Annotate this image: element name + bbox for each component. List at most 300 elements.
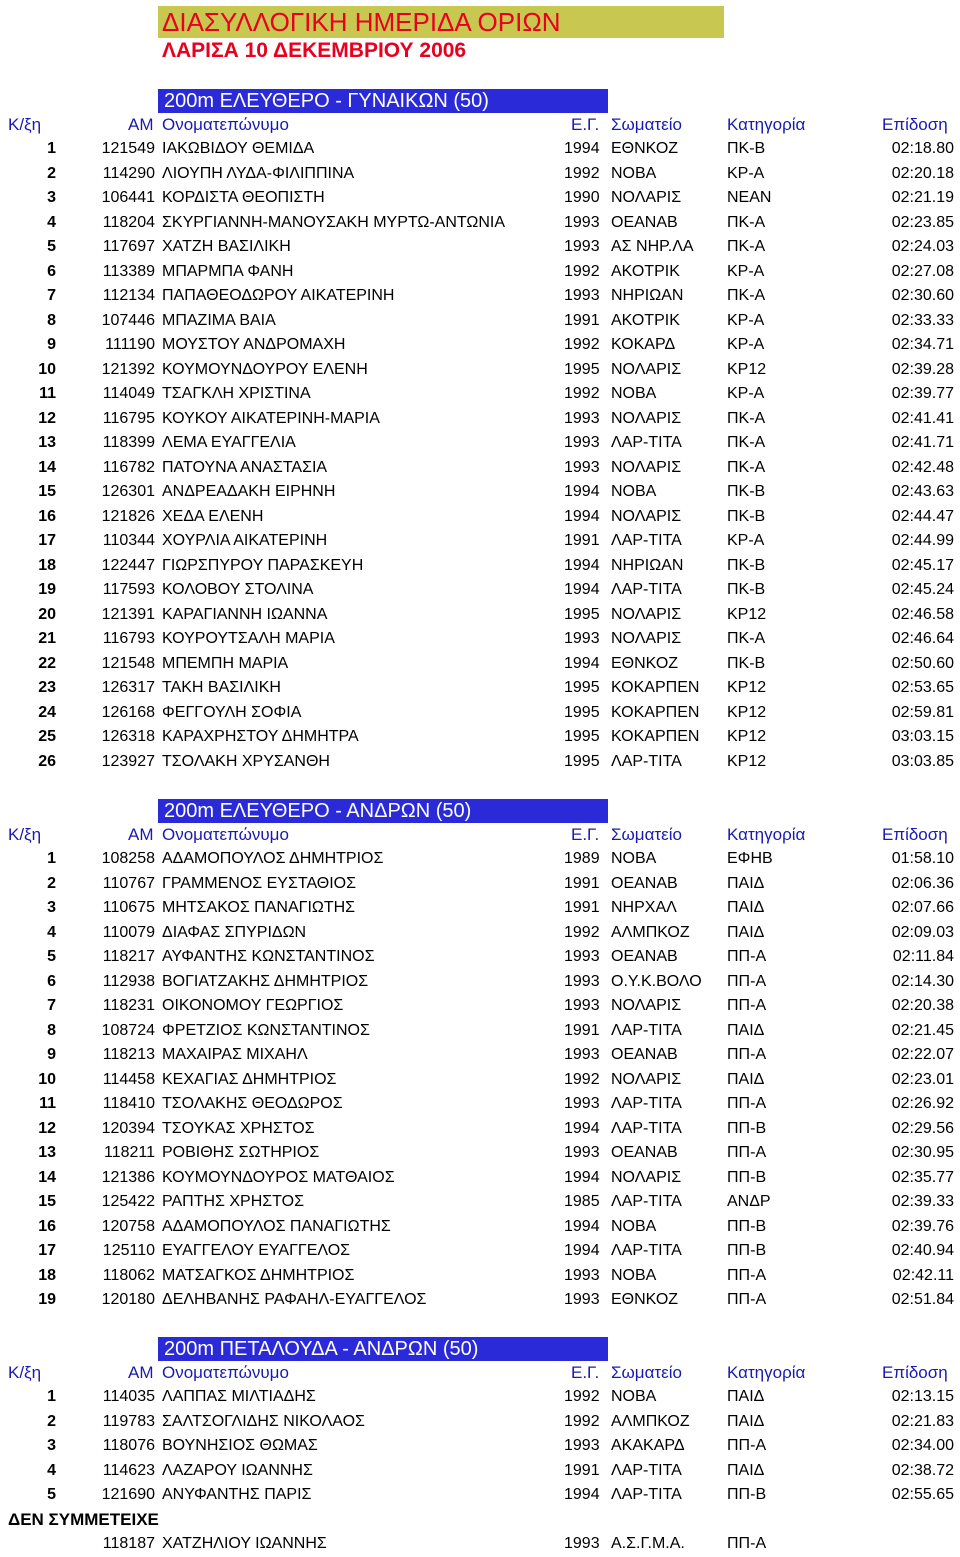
club-cell: ΛΑΡ-ΤΙΤΑ <box>611 434 682 451</box>
category-cell: ΠΚ-Α <box>727 238 766 255</box>
year-cell: 1993 <box>564 1266 600 1284</box>
am-cell: 120758 <box>101 1217 155 1235</box>
time-cell: 02:38.72 <box>891 1461 954 1479</box>
year-cell: 1993 <box>564 434 600 451</box>
club-cell: ΚΟΚΑΡΠΕΝ <box>611 679 700 696</box>
name-cell: ΚΟΥΚΟΥ ΑΙΚΑΤΕΡΙΝΗ-ΜΑΡΙΑ <box>162 409 380 427</box>
category-cell: ΚΡ12 <box>727 728 767 745</box>
category-cell: ΠΚ-Α <box>727 630 766 647</box>
year-cell: 1991 <box>564 899 600 916</box>
am-cell: 118399 <box>102 434 155 451</box>
table-row <box>0 1068 960 1093</box>
time-cell: 02:51.84 <box>891 1291 954 1308</box>
club-cell: ΛΑΡ-ΤΙΤΑ <box>611 1242 682 1259</box>
club-cell: ΝΟΒΑ <box>611 1217 657 1235</box>
time-cell: 02:40.94 <box>891 1242 954 1259</box>
year-cell: 1994 <box>564 1486 600 1503</box>
category-cell: ΠΠ-Α <box>727 972 767 990</box>
rank-cell: 4 <box>47 213 56 231</box>
category-cell: ΚΡ12 <box>727 605 767 623</box>
category-cell: ΠΠ-Α <box>727 1266 767 1284</box>
table-row <box>0 137 960 162</box>
rank-cell: 8 <box>47 311 56 329</box>
name-cell: ΜΑΤΣΑΓΚΟΣ ΔΗΜΗΤΡΙΟΣ <box>162 1266 355 1284</box>
club-cell: ΟΕΑΝΑΒ <box>611 874 678 892</box>
club-cell: ΛΑΡ-ΤΙΤΑ <box>611 1119 682 1137</box>
am-cell: 111190 <box>105 336 155 353</box>
club-cell: ΟΕΑΝΑΒ <box>611 948 678 965</box>
am-cell: 110344 <box>102 532 155 549</box>
rank-cell: 4 <box>47 923 56 941</box>
year-cell: 1993 <box>564 213 600 231</box>
table-row <box>0 260 960 285</box>
rank-cell: 5 <box>47 1486 56 1503</box>
name-cell: ΠΑΠΑΘΕΟΔΩΡΟΥ ΑΙΚΑΤΕΡΙΝΗ <box>162 287 395 304</box>
category-cell: ΠΠ-Α <box>727 948 767 965</box>
rank-cell: 8 <box>47 1021 56 1039</box>
table-row <box>0 358 960 383</box>
time-cell: 02:26.92 <box>891 1095 954 1112</box>
time-cell: 01:58.10 <box>891 850 954 867</box>
am-cell: 106441 <box>101 189 155 206</box>
category-cell: ΚΡ-Α <box>727 336 765 353</box>
time-cell: 02:30.60 <box>891 287 954 304</box>
time-cell: 02:42.11 <box>892 1266 954 1284</box>
am-cell: 126168 <box>101 703 155 721</box>
club-cell: ΝΟΛΑΡΙΣ <box>611 1070 682 1088</box>
category-cell: ΠΠ-Β <box>727 1242 767 1259</box>
rank-cell: 2 <box>47 1412 56 1430</box>
category-cell: ΠΚ-Β <box>727 581 766 598</box>
table-row <box>0 896 960 921</box>
club-cell: ΚΟΚΑΡΠΕΝ <box>611 728 700 745</box>
name-cell: ΔΙΑΦΑΣ ΣΠΥΡΙΔΩΝ <box>162 923 307 941</box>
club-cell: ΛΑΡ-ΤΙΤΑ <box>611 1095 682 1112</box>
table-row <box>0 725 960 750</box>
club-cell: ΝΟΒΑ <box>611 850 657 867</box>
rank-cell: 19 <box>38 1291 56 1308</box>
rank-cell: 3 <box>47 189 56 206</box>
category-cell: ΚΡ-Α <box>727 532 765 549</box>
am-cell: 110675 <box>102 899 155 916</box>
club-cell: ΟΕΑΝΑΒ <box>611 1046 678 1063</box>
results-table <box>0 137 960 774</box>
am-cell: 121391 <box>101 605 155 623</box>
am-cell: 107446 <box>101 311 155 329</box>
rank-cell: 23 <box>38 679 56 696</box>
year-cell: 1993 <box>564 1144 600 1161</box>
club-cell: ΛΑΡ-ΤΙΤΑ <box>611 532 682 549</box>
club-cell: ΑΣ ΝΗΡ.ΛΑ <box>611 238 694 255</box>
name-cell: ΚΟΥΡΟΥΤΣΑΛΗ ΜΑΡΙΑ <box>162 630 335 647</box>
header-year: Ε.Γ. <box>571 825 600 844</box>
name-cell: ΒΟΓΙΑΤΖΑΚΗΣ ΔΗΜΗΤΡΙΟΣ <box>162 972 369 990</box>
year-cell: 1994 <box>564 507 600 525</box>
name-cell: ΓΡΑΜΜΕΝΟΣ ΕΥΣΤΑΘΙΟΣ <box>162 874 357 892</box>
rank-cell: 20 <box>38 605 56 623</box>
category-cell: ΠΠ-Α <box>727 1535 767 1552</box>
year-cell: 1994 <box>564 556 600 574</box>
rank-cell: 13 <box>38 434 56 451</box>
rank-cell: 10 <box>38 360 56 378</box>
am-cell: 122447 <box>101 556 155 574</box>
time-cell: 02:45.17 <box>891 556 954 574</box>
table-row <box>0 1288 960 1313</box>
category-cell: ΠΠ-Α <box>727 1437 767 1454</box>
time-cell: 02:34.00 <box>891 1437 954 1454</box>
table-row <box>0 1092 960 1117</box>
club-cell: ΝΟΛΑΡΙΣ <box>611 997 682 1014</box>
am-cell: 120394 <box>101 1119 155 1137</box>
header-category: Κατηγορία <box>727 115 806 134</box>
category-cell: ΠΑΙΔ <box>727 1461 765 1479</box>
am-cell: 117697 <box>102 238 155 255</box>
time-cell: 02:21.19 <box>891 189 954 206</box>
club-cell: ΚΟΚΑΡΔ <box>611 336 676 353</box>
am-cell: 118217 <box>102 948 155 965</box>
club-cell: ΛΑΡ-ΤΙΤΑ <box>611 1193 682 1210</box>
year-cell: 1995 <box>564 360 600 378</box>
rank-cell: 22 <box>38 654 56 672</box>
year-cell: 1993 <box>564 1535 600 1552</box>
header-name: Ονοματεπώνυμο <box>162 1363 289 1382</box>
club-cell: ΑΚΑΚΑΡΔ <box>611 1437 685 1454</box>
time-cell: 02:50.60 <box>891 654 954 672</box>
table-row <box>0 1190 960 1215</box>
name-cell: ΤΣΟΛΑΚΗΣ ΘΕΟΔΩΡΟΣ <box>162 1095 343 1112</box>
year-cell: 1992 <box>564 1388 600 1405</box>
am-cell: 110079 <box>102 923 155 941</box>
table-row <box>0 186 960 211</box>
header-club: Σωματείο <box>611 825 682 844</box>
am-cell: 108258 <box>101 850 155 867</box>
header-am: ΑΜ <box>128 1363 154 1382</box>
document-subtitle: ΛΑΡΙΣΑ 10 ΔΕΚΕΜΒΡΙΟΥ 2006 <box>162 39 467 62</box>
table-row <box>0 505 960 530</box>
category-cell: ΝΕΑΝ <box>727 189 772 206</box>
category-cell: ΠΠ-Α <box>727 997 767 1014</box>
time-cell: 02:46.58 <box>891 605 954 623</box>
club-cell: ΛΑΡ-ΤΙΤΑ <box>611 1486 682 1503</box>
year-cell: 1993 <box>564 630 600 647</box>
year-cell: 1993 <box>564 1291 600 1308</box>
rank-cell: 5 <box>47 948 56 965</box>
club-cell: ΑΛΜΠΚΟΖ <box>611 923 690 941</box>
club-cell: ΝΟΛΑΡΙΣ <box>611 605 682 623</box>
rank-cell: 21 <box>38 630 56 647</box>
category-cell: ΠΚ-Α <box>727 409 766 427</box>
table-row <box>0 1385 960 1410</box>
name-cell: ΑΔΑΜΟΠΟΥΛΟΣ ΔΗΜΗΤΡΙΟΣ <box>162 850 384 867</box>
section-title: 200m ΕΛΕΥΘΕΡΟ - ΑΝΔΡΩΝ (50) <box>158 799 608 823</box>
am-cell: 126301 <box>101 483 155 500</box>
did-not-start-label: ΔΕΝ ΣΥΜΜΕΤΕΙΧΕ <box>8 1509 159 1529</box>
table-row <box>0 235 960 260</box>
am-cell: 119783 <box>102 1412 155 1430</box>
club-cell: Α.Σ.Γ.Μ.Α. <box>611 1535 685 1552</box>
table-row <box>0 1043 960 1068</box>
category-cell: ΠΚ-Β <box>727 483 766 500</box>
table-row <box>0 1239 960 1264</box>
name-cell: ΚΟΥΜΟΥΝΔΟΥΡΟΥ ΕΛΕΝΗ <box>162 360 368 378</box>
name-cell: ΣΚΥΡΓΙΑΝΝΗ-ΜΑΝΟΥΣΑΚΗ ΜΥΡΤΩ-ΑΝΤΩΝΙΑ <box>162 213 506 231</box>
time-cell: 02:39.28 <box>891 360 954 378</box>
category-cell: ΠΚ-Β <box>727 556 766 574</box>
table-row <box>0 578 960 603</box>
rank-cell: 7 <box>47 287 56 304</box>
name-cell: ΜΠΕΜΠΗ ΜΑΡΙΑ <box>162 654 289 672</box>
category-cell: ΚΡ-Α <box>727 164 765 182</box>
results-table <box>0 1385 960 1508</box>
club-cell: ΝΟΛΑΡΙΣ <box>611 1168 682 1186</box>
table-row <box>0 1166 960 1191</box>
category-cell: ΠΠ-Α <box>727 1291 767 1308</box>
time-cell: 02:39.76 <box>891 1217 954 1235</box>
table-row <box>0 407 960 432</box>
name-cell: ΡΑΠΤΗΣ ΧΡΗΣΤΟΣ <box>162 1193 304 1210</box>
time-cell: 02:06.36 <box>891 874 954 892</box>
name-cell: ΒΟΥΝΗΣΙΟΣ ΘΩΜΑΣ <box>162 1437 318 1454</box>
year-cell: 1991 <box>564 874 600 892</box>
club-cell: ΕΘΝΚΟΖ <box>611 654 679 672</box>
rank-cell: 9 <box>47 1046 56 1063</box>
category-cell: ΚΡ-Α <box>727 262 765 280</box>
club-cell: ΝΟΛΑΡΙΣ <box>611 409 682 427</box>
table-row <box>0 970 960 995</box>
results-table <box>0 847 960 1313</box>
club-cell: ΕΘΝΚΟΖ <box>611 140 679 157</box>
category-cell: ΠΑΙΔ <box>727 923 765 941</box>
table-row <box>0 480 960 505</box>
header-club: Σωματείο <box>611 1363 682 1382</box>
name-cell: ΧΕΔΑ ΕΛΕΝΗ <box>162 507 264 525</box>
year-cell: 1994 <box>564 1119 600 1137</box>
club-cell: ΑΚΟΤΡΙΚ <box>611 311 680 329</box>
am-cell: 118410 <box>102 1095 155 1112</box>
rank-cell: 12 <box>38 409 56 427</box>
table-row <box>0 1483 960 1508</box>
rank-cell: 14 <box>38 458 56 476</box>
year-cell: 1995 <box>564 605 600 623</box>
time-cell: 02:45.24 <box>891 581 954 598</box>
year-cell: 1993 <box>564 1095 600 1112</box>
year-cell: 1993 <box>564 972 600 990</box>
rank-cell: 1 <box>47 140 56 157</box>
name-cell: ΤΣΟΥΚΑΣ ΧΡΗΣΤΟΣ <box>162 1119 315 1137</box>
am-cell: 110767 <box>102 874 155 892</box>
name-cell: ΤΣΟΛΑΚΗ ΧΡΥΣΑΝΘΗ <box>162 752 330 770</box>
name-cell: ΚΟΥΜΟΥΝΔΟΥΡΟΣ ΜΑΤΘΑΙΟΣ <box>162 1168 395 1186</box>
time-cell: 02:07.66 <box>891 899 954 916</box>
am-cell: 120180 <box>101 1291 155 1308</box>
category-cell: ΠΚ-Β <box>727 654 766 672</box>
table-row <box>0 554 960 579</box>
am-cell: 118187 <box>102 1535 155 1552</box>
table-row <box>0 603 960 628</box>
table-row <box>0 676 960 701</box>
category-cell: ΚΡ12 <box>727 360 767 378</box>
rank-cell: 1 <box>47 1388 56 1405</box>
header-time: Επίδοση <box>882 1363 948 1382</box>
time-cell: 02:33.33 <box>891 311 954 329</box>
name-cell: ΛΙΟΥΠΗ ΛΥΔΑ-ΦΙΛΙΠΠΙΝΑ <box>162 164 355 182</box>
name-cell: ΓΙΩΡΣΠΥΡΟΥ ΠΑΡΑΣΚΕΥΗ <box>162 556 364 574</box>
rank-cell: 3 <box>47 899 56 916</box>
club-cell: ΝΟΒΑ <box>611 1266 657 1284</box>
time-cell: 02:29.56 <box>891 1119 954 1137</box>
header-time: Επίδοση <box>882 825 948 844</box>
category-cell: ΠΑΙΔ <box>727 874 765 892</box>
year-cell: 1992 <box>564 336 600 353</box>
rank-cell: 15 <box>38 483 56 500</box>
year-cell: 1989 <box>564 850 600 867</box>
name-cell: ΙΑΚΩΒΙΔΟΥ ΘΕΜΙΔΑ <box>162 140 315 157</box>
am-cell: 125422 <box>101 1193 155 1210</box>
table-row <box>0 1141 960 1166</box>
year-cell: 1993 <box>564 1046 600 1063</box>
header-rank: Κ/ξη <box>8 825 42 844</box>
time-cell: 02:14.30 <box>891 972 954 990</box>
table-row <box>0 872 960 897</box>
time-cell: 02:27.08 <box>891 262 954 280</box>
club-cell: ΝΟΛΑΡΙΣ <box>611 189 682 206</box>
year-cell: 1992 <box>564 164 600 182</box>
year-cell: 1992 <box>564 385 600 402</box>
category-cell: ΠΚ-Α <box>727 213 766 231</box>
club-cell: ΕΘΝΚΟΖ <box>611 1291 679 1308</box>
name-cell: ΜΑΧΑΙΡΑΣ ΜΙΧΑΗΛ <box>162 1046 308 1063</box>
club-cell: ΑΛΜΠΚΟΖ <box>611 1412 690 1430</box>
section-title: 200m ΠΕΤΑΛΟΥΔΑ - ΑΝΔΡΩΝ (50) <box>158 1337 608 1361</box>
table-row <box>0 652 960 677</box>
rank-cell: 15 <box>38 1193 56 1210</box>
category-cell: ΚΡ-Α <box>727 385 765 402</box>
am-cell: 126318 <box>101 728 155 745</box>
table-row <box>0 1117 960 1142</box>
rank-cell: 9 <box>47 336 56 353</box>
section-title: 200m ΕΛΕΥΘΕΡΟ - ΓΥΝΑΙΚΩΝ (50) <box>158 89 608 113</box>
table-row <box>0 1264 960 1289</box>
am-cell: 112134 <box>102 287 155 304</box>
rank-cell: 2 <box>47 164 56 182</box>
club-cell: ΝΟΛΑΡΙΣ <box>611 507 682 525</box>
club-cell: ΝΟΒΑ <box>611 164 657 182</box>
am-cell: 116793 <box>102 630 155 647</box>
category-cell: ΠΑΙΔ <box>727 899 765 916</box>
year-cell: 1991 <box>564 532 600 549</box>
header-category: Κατηγορία <box>727 1363 806 1382</box>
category-cell: ΠΠ-Α <box>727 1144 767 1161</box>
am-cell: 114458 <box>102 1070 155 1088</box>
am-cell: 116795 <box>102 409 155 427</box>
time-cell: 02:24.03 <box>891 238 954 255</box>
am-cell: 108724 <box>101 1021 155 1039</box>
category-cell: ΠΚ-Α <box>727 434 766 451</box>
name-cell: ΕΥΑΓΓΕΛΟΥ ΕΥΑΓΓΕΛΟΣ <box>162 1242 351 1259</box>
table-row <box>0 1434 960 1459</box>
category-cell: ΠΚ-Α <box>727 458 766 476</box>
year-cell: 1991 <box>564 311 600 329</box>
am-cell: 118213 <box>102 1046 155 1063</box>
table-row <box>0 750 960 775</box>
year-cell: 1993 <box>564 948 600 965</box>
header-rank: Κ/ξη <box>8 1363 42 1382</box>
am-cell: 121386 <box>101 1168 155 1186</box>
club-cell: ΝΟΛΑΡΙΣ <box>611 360 682 378</box>
category-cell: ΠΠ-Β <box>727 1168 767 1186</box>
table-row <box>0 382 960 407</box>
am-cell: 114035 <box>102 1388 155 1405</box>
rank-cell: 17 <box>38 1242 56 1259</box>
name-cell: ΛΑΠΠΑΣ ΜΙΛΤΙΑΔΗΣ <box>162 1388 316 1405</box>
name-cell: ΛΑΖΑΡΟΥ ΙΩΑΝΝΗΣ <box>162 1461 313 1479</box>
rank-cell: 16 <box>38 1217 56 1235</box>
time-cell: 02:23.85 <box>891 213 954 231</box>
name-cell: ΠΑΤΟΥΝΑ ΑΝΑΣΤΑΣΙΑ <box>162 458 328 476</box>
category-cell: ΠΠ-Α <box>727 1046 767 1063</box>
rank-cell: 11 <box>39 1095 56 1112</box>
time-cell: 02:39.33 <box>891 1193 954 1210</box>
year-cell: 1995 <box>564 728 600 745</box>
year-cell: 1992 <box>564 1070 600 1088</box>
name-cell: ΜΠΑΡΜΠΑ ΦΑΝΗ <box>162 262 294 280</box>
club-cell: ΝΟΛΑΡΙΣ <box>611 458 682 476</box>
club-cell: ΟΕΑΝΑΒ <box>611 1144 678 1161</box>
year-cell: 1995 <box>564 679 600 696</box>
header-year: Ε.Γ. <box>571 115 600 134</box>
name-cell: ΚΑΡΑΧΡΗΣΤΟΥ ΔΗΜΗΤΡΑ <box>162 728 359 745</box>
club-cell: ΛΑΡ-ΤΙΤΑ <box>611 581 682 598</box>
name-cell: ΣΑΛΤΣΟΓΛΙΔΗΣ ΝΙΚΟΛΑΟΣ <box>162 1412 365 1430</box>
rank-cell: 18 <box>38 1266 56 1284</box>
time-cell: 02:39.77 <box>891 385 954 402</box>
table-row <box>0 921 960 946</box>
name-cell: ΜΗΤΣΑΚΟΣ ΠΑΝΑΓΙΩΤΗΣ <box>162 899 356 916</box>
category-cell: ΚΡ12 <box>727 679 767 696</box>
name-cell: ΚΑΡΑΓΙΑΝΝΗ ΙΩΑΝΝΑ <box>162 605 328 623</box>
name-cell: ΡΟΒΙΘΗΣ ΣΩΤΗΡΙΟΣ <box>162 1144 320 1161</box>
time-cell: 02:21.45 <box>891 1021 954 1039</box>
time-cell: 02:11.84 <box>892 948 954 965</box>
rank-cell: 26 <box>38 752 56 770</box>
table-row <box>0 456 960 481</box>
year-cell: 1994 <box>564 581 600 598</box>
table-header <box>0 823 960 847</box>
am-cell: 121826 <box>101 507 155 525</box>
rank-cell: 25 <box>38 728 56 745</box>
time-cell: 02:42.48 <box>891 458 954 476</box>
time-cell: 02:35.77 <box>891 1168 954 1186</box>
club-cell: ΟΕΑΝΑΒ <box>611 213 678 231</box>
am-cell: 118211 <box>103 1144 155 1161</box>
am-cell: 116782 <box>102 458 155 476</box>
name-cell: ΚΟΡΔΙΣΤΑ ΘΕΟΠΙΣΤΗ <box>162 189 325 206</box>
table-row <box>0 333 960 358</box>
name-cell: ΜΠΑΖΙΜΑ ΒΑΙΑ <box>162 311 276 329</box>
table-row <box>0 1215 960 1240</box>
am-cell: 126317 <box>101 679 155 696</box>
table-row <box>0 994 960 1019</box>
am-cell: 114049 <box>102 385 155 402</box>
club-cell: ΝΗΡΙΩΑΝ <box>611 556 684 574</box>
table-header <box>0 1361 960 1385</box>
table-row <box>0 1019 960 1044</box>
am-cell: 113389 <box>102 262 155 280</box>
year-cell: 1991 <box>564 1021 600 1039</box>
club-cell: ΝΟΒΑ <box>611 483 657 500</box>
year-cell: 1995 <box>564 703 600 721</box>
category-cell: ΚΡ12 <box>727 703 767 721</box>
